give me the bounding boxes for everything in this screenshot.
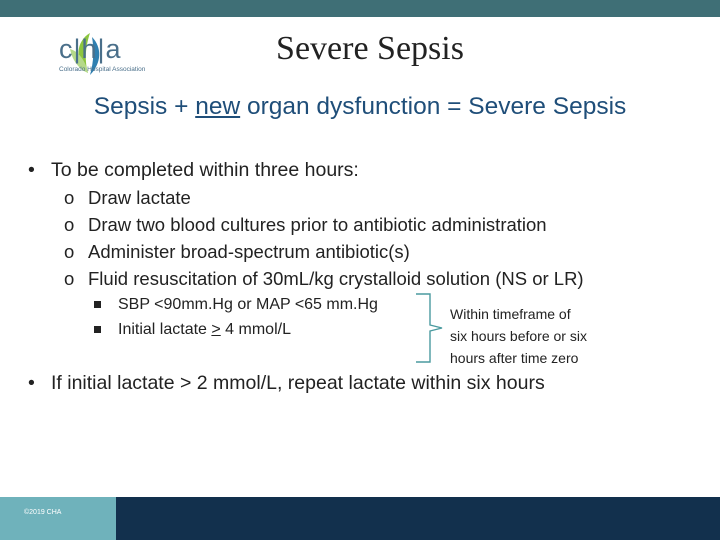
slide-subtitle bbox=[0, 93, 720, 121]
copyright-text: ©2019 CHA bbox=[24, 509, 62, 516]
subtitle-before: Sepsis + bbox=[93, 93, 196, 120]
footer bbox=[0, 497, 720, 540]
square-bullet-icon bbox=[94, 326, 101, 333]
sub-sub-item-underlined: > bbox=[211, 321, 221, 338]
timeframe-note-line: six hours before or six bbox=[450, 328, 587, 344]
timeframe-note-line: hours after time zero bbox=[450, 350, 579, 366]
subtitle-after: organ dysfunction = Severe Sepsis bbox=[240, 93, 627, 120]
sub-item-text: Administer broad-spectrum antibiotic(s) bbox=[88, 241, 410, 262]
footer-accent bbox=[0, 497, 116, 540]
sub-sub-item-text: SBP <90mm.Hg or MAP <65 mm.Hg bbox=[118, 296, 378, 313]
sub-item-text: Draw lactate bbox=[88, 187, 191, 208]
sub-bullet-marker: o bbox=[64, 241, 75, 262]
footer-band bbox=[116, 497, 720, 540]
top-bar bbox=[0, 0, 720, 17]
slide-title: Severe Sepsis bbox=[276, 30, 464, 67]
timeframe-note bbox=[450, 303, 630, 369]
sub-bullet-marker: o bbox=[64, 214, 75, 235]
sub-item-text: Draw two blood cultures prior to antibiotic administration bbox=[88, 214, 547, 235]
sub-bullet-marker: o bbox=[64, 268, 75, 289]
timeframe-note-line: Within timeframe of bbox=[450, 306, 571, 322]
bullet-marker: • bbox=[28, 372, 35, 394]
sub-item-text: Fluid resuscitation of 30mL/kg crystalloid solution (NS or LR) bbox=[88, 268, 584, 289]
bullet-text: If initial lactate > 2 mmol/L, repeat lactate within six hours bbox=[51, 372, 545, 394]
logo-text: c|h|a bbox=[59, 34, 122, 64]
subtitle-underlined: new bbox=[195, 93, 241, 120]
sub-sub-item-tail: 4 mmol/L bbox=[220, 321, 291, 338]
bullet-text: To be completed within three hours: bbox=[51, 159, 359, 181]
bullet-marker: • bbox=[28, 159, 35, 181]
sub-sub-item-text bbox=[118, 321, 291, 339]
logo-subtext: Colorado Hospital Association bbox=[59, 66, 146, 73]
sub-sub-item-lead: Initial lactate bbox=[118, 321, 212, 338]
square-bullet-icon bbox=[94, 301, 101, 308]
right-brace-icon bbox=[412, 292, 448, 364]
sub-bullet-marker: o bbox=[64, 187, 75, 208]
